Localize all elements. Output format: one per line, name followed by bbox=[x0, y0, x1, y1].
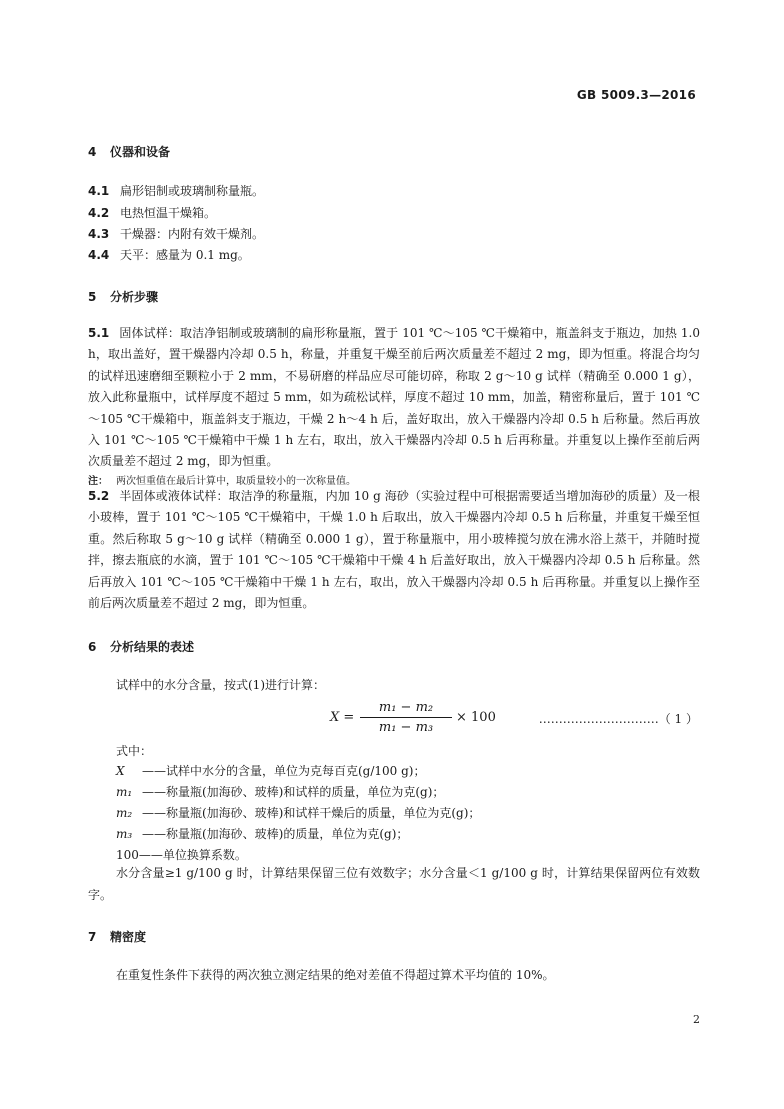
clause-number: 5.2 bbox=[88, 489, 110, 503]
variable-definition bbox=[116, 762, 426, 779]
item-number: 4.3 bbox=[88, 227, 110, 241]
variable-definition bbox=[116, 804, 480, 821]
section-4-heading bbox=[88, 143, 170, 160]
variable-description: ——称量瓶(加海砂、玻棒)和试样干燥后的质量，单位为克(g)； bbox=[142, 806, 481, 820]
item-text: 扁形铝制或玻璃制称量瓶。 bbox=[120, 184, 265, 198]
section-number: 4 bbox=[88, 145, 97, 159]
section-title: 分析步骤 bbox=[110, 290, 159, 304]
item-text: 电热恒温干燥箱。 bbox=[120, 206, 217, 220]
paragraph-5-2 bbox=[88, 486, 700, 614]
item-text: 干燥器：内附有效干燥剂。 bbox=[120, 227, 265, 241]
precision-text: 在重复性条件下获得的两次独立测定结果的绝对差值不得超过算术平均值的 10%。 bbox=[116, 968, 555, 982]
item-number: 4.4 bbox=[88, 248, 110, 262]
formula-factor: × 100 bbox=[456, 710, 496, 725]
variable-definition bbox=[116, 783, 444, 800]
note-label: 注： bbox=[88, 476, 108, 487]
rounding-rule: 水分含量≥1 g/100 g 时，计算结果保留三位有效数字；水分含量＜1 g/100 g 时，计算结果保留两位有效数字。 bbox=[88, 866, 700, 902]
section-5-heading bbox=[88, 288, 158, 305]
list-item bbox=[88, 204, 216, 221]
variable-symbol: m₁ bbox=[116, 785, 133, 799]
note-text: 两次恒重值在最后计算中，取质量较小的一次称量值。 bbox=[116, 476, 356, 487]
item-number: 4.1 bbox=[88, 184, 110, 198]
variable-definition bbox=[116, 825, 408, 842]
page-number: 2 bbox=[693, 1013, 700, 1026]
item-number: 4.2 bbox=[88, 206, 110, 220]
section-number: 5 bbox=[88, 290, 97, 304]
section-title: 分析结果的表述 bbox=[110, 640, 195, 654]
variable-symbol: m₂ bbox=[116, 806, 133, 820]
variable-description: ——试样中水分的含量，单位为克每百克(g/100 g)； bbox=[142, 764, 426, 778]
list-item bbox=[88, 225, 264, 242]
paragraph-5-1 bbox=[88, 323, 700, 473]
variable-symbol: 100 bbox=[116, 848, 139, 862]
list-item bbox=[88, 246, 250, 263]
variable-description: ——称量瓶(加海砂、玻棒)和试样的质量，单位为克(g)； bbox=[142, 785, 445, 799]
section-title: 仪器和设备 bbox=[110, 145, 171, 159]
list-item bbox=[88, 182, 264, 199]
variable-description: ——单位换算系数。 bbox=[138, 848, 247, 862]
standard-number: GB 5009.3—2016 bbox=[576, 88, 696, 102]
fraction bbox=[360, 700, 452, 735]
section-7-heading bbox=[88, 928, 146, 945]
section-6-heading bbox=[88, 638, 194, 655]
fraction-denominator: m₁ − m₃ bbox=[378, 720, 434, 735]
fraction-numerator: m₁ − m₂ bbox=[360, 700, 452, 718]
clause-text: 固体试样：取洁净铝制或玻璃制的扁形称量瓶，置于 101 ℃～105 ℃干燥箱中，瓶盖斜支于瓶边，加热 1.0 h，取出盖好，置干燥器内冷却 0.5 h，称量，并重复干燥至前后两次质量差不超过 2 mg，即为恒重。将混合均匀的试样迅速磨细至颗粒小于 2 mm，不易研磨的样品应尽可能切碎，称取 2 g～10 g 试样（精确至 0.000 1 g），放入此称量瓶中，试样厚度不超过 5 mm，如为疏松试样，厚度不超过 10 mm，加盖，精密称量后，置于 101 ℃～105 ℃干燥箱中，瓶盖斜支于瓶边，干燥 2 h～4 h 后，盖好取出，放入干燥器内冷却 0.5 h 后称量。然后再放入 101 ℃～105 ℃干燥箱中干燥 1 h 左右，取出，放入干燥器内冷却 0.5 h 后再称量。并重复以上操作至前后两次质量差不超过 2 mg，即为恒重。 bbox=[88, 326, 700, 469]
variable-symbol: X bbox=[116, 764, 125, 778]
note bbox=[88, 472, 688, 487]
equation-number: …………………………（ 1 ） bbox=[538, 712, 698, 726]
clause-number: 5.1 bbox=[88, 326, 110, 340]
formula-intro: 试样中的水分含量，按式(1)进行计算： bbox=[116, 678, 325, 692]
clause-text: 半固体或液体试样：取洁净的称量瓶，内加 10 g 海砂（实验过程中可根据需要适当增加海砂的质量）及一根小玻棒，置于 101 ℃～105 ℃干燥箱中，干燥 1.0 h 后取出，放入干燥器内冷却 0.5 h 后称量，并重复干燥至恒重。然后称取 5 g～10 g 试样（精确至 0.000 1 g），置于称量瓶中，用小玻棒搅匀放在沸水浴上蒸干，并随时搅拌，擦去瓶底的水滴，置于 101 ℃～105 ℃干燥箱中干燥 4 h 后盖好取出，放入干燥器内冷却 0.5 h 后称量。然后再放入 101 ℃～105 ℃干燥箱中干燥 1 h 左右，取出，放入干燥器内冷却 0.5 h 后再称量。并重复以上操作至前后两次质量差不超过 2 mg，即为恒重。 bbox=[88, 489, 700, 611]
section-title: 精密度 bbox=[110, 930, 147, 944]
variable-symbol: m₃ bbox=[116, 827, 133, 841]
item-text: 天平：感量为 0.1 mg。 bbox=[120, 248, 250, 262]
section-number: 7 bbox=[88, 930, 97, 944]
where-label: 式中： bbox=[116, 744, 153, 758]
variable-description: ——称量瓶(加海砂、玻棒)的质量，单位为克(g)； bbox=[142, 827, 409, 841]
section-number: 6 bbox=[88, 640, 97, 654]
variable-definition bbox=[116, 846, 247, 863]
formula-lhs: X = bbox=[330, 710, 355, 725]
